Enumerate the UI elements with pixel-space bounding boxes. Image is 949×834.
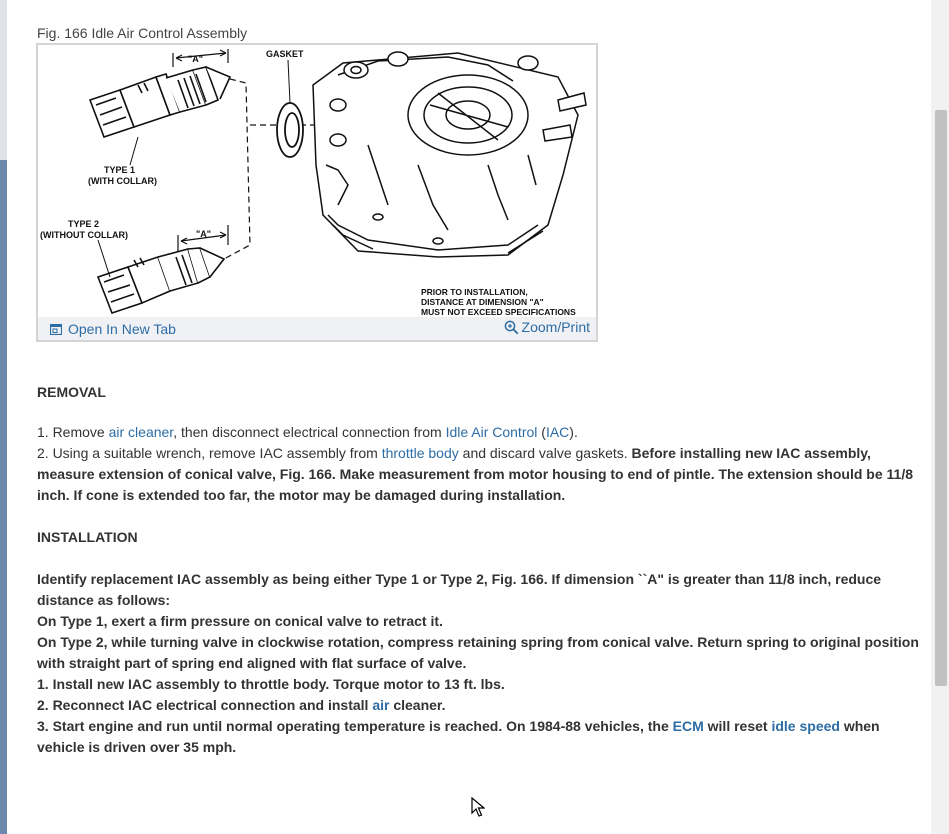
- removal-heading: REMOVAL: [37, 384, 106, 400]
- air-link[interactable]: air: [372, 697, 390, 713]
- left-window-edge: [0, 0, 7, 834]
- scrollbar-thumb[interactable]: [935, 110, 947, 686]
- figure-container: [36, 43, 598, 342]
- dim-a-top-label: "A": [188, 54, 204, 64]
- figure-caption: Fig. 166 Idle Air Control Assembly: [37, 25, 248, 41]
- installation-step-2: 2. Reconnect IAC electrical connection and install air cleaner.: [37, 697, 446, 713]
- type2-label-line2: (WITHOUT COLLAR): [40, 230, 128, 240]
- open-in-new-tab-link[interactable]: [50, 321, 176, 337]
- zoom-in-icon: [504, 320, 519, 335]
- idle-air-control-link[interactable]: Idle Air Control: [445, 424, 538, 440]
- removal-step-1: 1. Remove air cleaner, then disconnect electrical connection from Idle Air Control (IAC).: [37, 424, 578, 440]
- note-line1: PRIOR TO INSTALLATION,: [421, 287, 528, 297]
- type1-label-line1: TYPE 1: [104, 165, 136, 175]
- gasket-label: GASKET: [266, 49, 304, 59]
- figure-toolbar: [38, 317, 596, 340]
- open-in-new-tab-label: Open In New Tab: [68, 321, 176, 337]
- alignment-lines: [224, 79, 318, 259]
- note-line3: MUST NOT EXCEED SPECIFICATIONS: [421, 307, 576, 317]
- installation-step-1: 1. Install new IAC assembly to throttle body. Torque motor to 13 ft. lbs.: [37, 676, 505, 692]
- dim-a-bottom-label: "A": [196, 229, 212, 239]
- type2-label-line1: TYPE 2: [68, 219, 100, 229]
- article-content: [7, 0, 931, 834]
- idle-speed-link[interactable]: idle speed: [771, 718, 840, 734]
- left-edge-accent: [0, 160, 7, 834]
- type1-label-line2: (WITH COLLAR): [88, 176, 157, 186]
- installation-para-1: Identify replacement IAC assembly as being either Type 1 or Type 2, Fig. 166. If dimension ``A" is greater than 11/8 inch, reduce distance as follows:: [37, 571, 882, 608]
- air-cleaner-link[interactable]: air cleaner: [108, 424, 174, 440]
- type1-valve-drawing: [90, 67, 230, 137]
- zoom-print-label: Zoom/Print: [521, 319, 590, 335]
- ecm-link[interactable]: ECM: [672, 718, 704, 734]
- iac-link[interactable]: IAC: [545, 424, 570, 440]
- removal-step-2: 2. Using a suitable wrench, remove IAC assembly from throttle body and discard valve gaskets. Before installing new IAC assembly, measure extension of conical valve, Fig. 166. Make measurement from motor housing to end of pintle. The extension should be 11/8 inch. If cone is extended too far, the motor may be damaged during installation.: [37, 445, 913, 503]
- installation-para-3: On Type 2, while turning valve in clockwise rotation, compress retaining spring from conical valve. Return spring to original position with straight part of spring end aligned with flat surface of valve.: [37, 634, 919, 671]
- installation-step-3: 3. Start engine and run until normal operating temperature is reached. On 1984-88 vehicles, the ECM will reset idle speed when vehicle is driven over 35 mph.: [37, 718, 880, 755]
- gasket-drawing: [277, 103, 303, 157]
- zoom-print-link[interactable]: [504, 319, 590, 335]
- throttle-body-link[interactable]: throttle body: [381, 445, 459, 461]
- note-line2: DISTANCE AT DIMENSION "A": [421, 297, 544, 307]
- open-new-tab-icon: [50, 324, 62, 335]
- installation-heading: INSTALLATION: [37, 529, 138, 545]
- installation-para-2: On Type 1, exert a firm pressure on conical valve to retract it.: [37, 613, 443, 629]
- mouse-cursor-icon: [471, 797, 485, 817]
- iac-assembly-diagram: [38, 45, 596, 317]
- type2-valve-drawing: [98, 248, 224, 313]
- throttle-body-drawing: [313, 52, 586, 257]
